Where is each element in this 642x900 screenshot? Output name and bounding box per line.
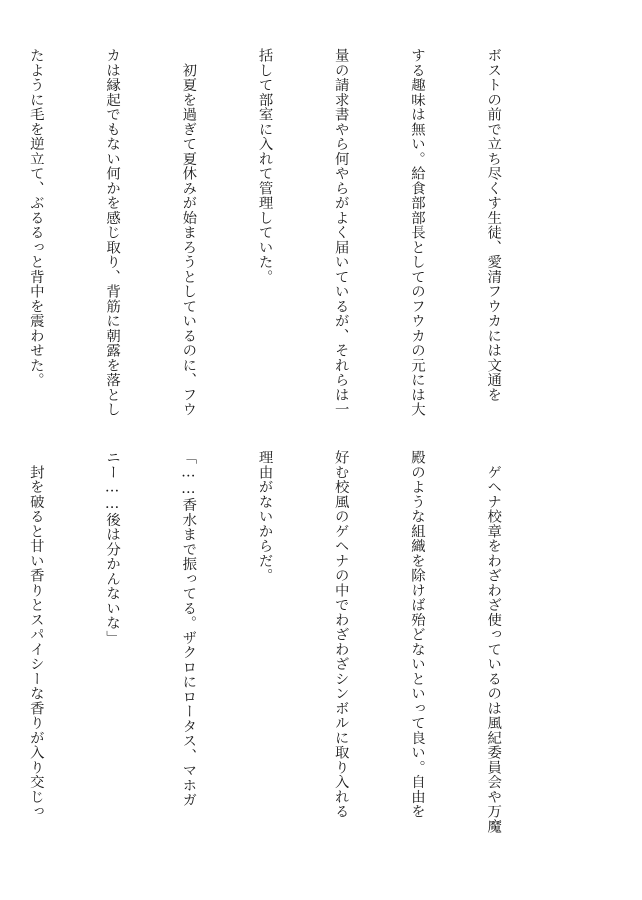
text-line: ゲヘナ校章をわざわざ使っているのは風紀委員会や万魔 <box>485 450 502 834</box>
text-line: ニー……後は分かんないな」 <box>104 450 121 645</box>
text-line: 量の請求書やら何やらがよく届いているが、それらは一 <box>332 48 349 417</box>
text-line: カは縁起でもない何かを感じ取り、背筋に朝露を落とし <box>104 48 121 417</box>
text-column-bottom <box>27 450 556 854</box>
text-line: 初夏を過ぎて夏休みが始まろうとしているのに、フウ <box>180 48 197 417</box>
text-line: ボストの前で立ち尽くす生徒、愛清フウカには文通を <box>485 48 502 402</box>
text-line: 括して部室に入れて管理していた。 <box>256 48 273 284</box>
text-line: 殿のような組織を除けば殆どないといって良い。自由を <box>408 450 425 819</box>
text-line: 好む校風のゲヘナの中でわざわざシンボルに取り入れる <box>332 450 349 819</box>
text-line: たように毛を逆立て、ぶるるっと背中を震わせた。 <box>27 48 44 388</box>
text-line: 封を破ると甘い香りとスパイシーな香りが入り交じっ <box>27 450 44 819</box>
text-line: 理由がないからだ。 <box>256 450 273 583</box>
text-line: する趣味は無い。給食部部長としてのフウカの元には大 <box>408 48 425 417</box>
text-column-top <box>27 48 556 440</box>
text-line: 「……香水まで振ってる。ザクロにロータス、マホガ <box>180 450 197 808</box>
